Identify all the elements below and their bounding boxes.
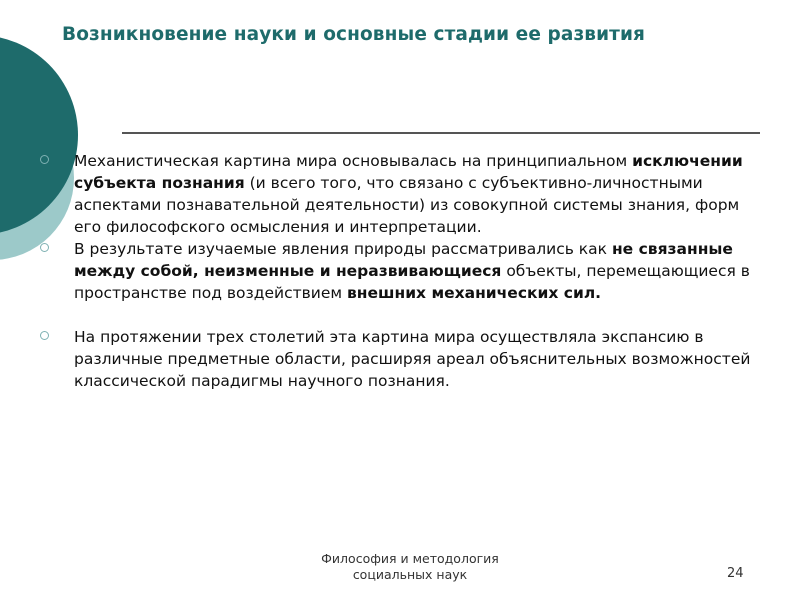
- page-number: 24: [727, 566, 744, 581]
- bullet-item-2: [40, 238, 770, 304]
- footer-line-1: Философия и методология: [321, 551, 499, 566]
- bullet-list: [40, 150, 770, 392]
- circle-bullet-icon: [40, 331, 49, 340]
- bullet-emphasis: исключении субъекта познания: [74, 152, 743, 192]
- bullet-text: (и всего того, что связано с субъективно-личностными аспектами познавательной деятельности) из совокупной системы знания, форм его философского осмысления и интерпретации.: [74, 174, 740, 236]
- bullet-text: В результате изучаемые явления природы рассматривались как: [74, 240, 612, 258]
- slide-footer: [260, 551, 560, 583]
- bullet-item-3: [40, 326, 770, 392]
- spacer: [40, 304, 770, 326]
- circle-bullet-icon: [40, 155, 49, 164]
- footer-line-2: социальных наук: [352, 567, 468, 582]
- bullet-text: Механистическая картина мира основывалась на принципиальном: [74, 152, 633, 170]
- bullet-emphasis: внешних механических сил.: [347, 284, 602, 302]
- bullet-text: На протяжении трех столетий эта картина мира осуществляла экспансию в различные предметные области, расширяя ареал объяснительных возможностей классической парадигмы научного познания.: [74, 328, 751, 390]
- bullet-emphasis: не связанные между собой, неизменные и неразвивающиеся: [74, 240, 733, 280]
- circle-bullet-icon: [40, 243, 49, 252]
- title-divider: [122, 132, 760, 134]
- bullet-text: объекты, перемещающиеся в пространстве под воздействием: [74, 262, 750, 302]
- bullet-item-1: [40, 150, 770, 238]
- slide-title: Возникновение науки и основные стадии ее развития: [62, 24, 646, 45]
